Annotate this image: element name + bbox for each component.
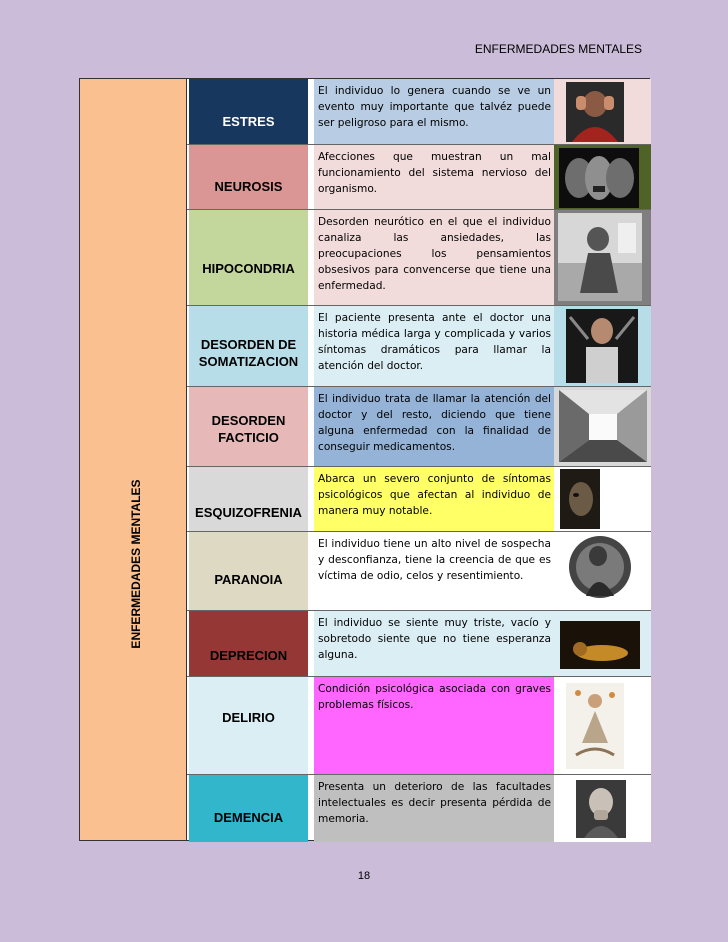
side-column [80, 79, 187, 840]
image-cell [554, 532, 651, 610]
disorder-description: El individuo tiene un alto nivel de sospecha y desconfianza, tiene la creencia de que es víctima de odio, celos y resentimiento. [314, 532, 554, 610]
disorder-name: PARANOIA [189, 532, 308, 610]
disorder-name: ESQUIZOFRENIA [189, 467, 308, 531]
disorder-description: El individuo trata de llamar la atención del doctor y del resto, diciendo que tiene alguna enfermedad con la finalidad de conseguir medicamentos. [314, 387, 554, 466]
disorder-name: DESORDEN FACTICIO [189, 387, 308, 466]
stressed-man-photo-icon [566, 82, 624, 142]
disorder-description: El individuo se siente muy triste, vacío y sobretodo siente que no tiene esperanza alguna. [314, 611, 554, 676]
table-row [187, 79, 651, 145]
image-cell [554, 677, 651, 774]
table-row [187, 210, 651, 306]
image-cell [554, 306, 651, 386]
table-row [187, 775, 651, 842]
disorder-name: NEUROSIS [189, 145, 308, 209]
image-cell [554, 387, 651, 466]
figure-drawing-icon [566, 683, 624, 769]
table-row [187, 677, 651, 775]
disorder-name: DESORDEN DE SOMATIZACION [189, 306, 308, 386]
disorders-table [79, 78, 650, 841]
old-man-photo-icon [576, 780, 626, 838]
table-row [187, 306, 651, 387]
disorder-description: Presenta un deterioro de las facultades intelectuales es decir presenta pérdida de memoria. [314, 775, 554, 842]
side-title: ENFERMEDADES MENTALES [129, 479, 143, 649]
disorder-description: Abarca un severo conjunto de síntomas psicológicos que afectan al individuo de manera muy notable. [314, 467, 554, 531]
table-row [187, 467, 651, 532]
patient-photo-icon [566, 309, 638, 383]
faces-photo-icon [559, 148, 639, 208]
image-cell [554, 145, 651, 209]
image-cell [554, 210, 651, 305]
disorder-description: Afecciones que muestran un mal funcionamiento del sistema nervioso del organismo. [314, 145, 554, 209]
disorder-name: DEPRECION [189, 611, 308, 676]
dark-face-photo-icon [560, 469, 600, 529]
table-row [187, 611, 651, 677]
table-row [187, 145, 651, 210]
sick-person-photo-icon [558, 213, 642, 301]
page-header: ENFERMEDADES MENTALES [474, 42, 642, 56]
page-number: 18 [357, 870, 371, 882]
woman-photo-icon [568, 534, 632, 600]
image-cell [554, 775, 651, 842]
table-row [187, 532, 651, 611]
image-cell [554, 79, 651, 144]
table-row [187, 387, 651, 467]
disorder-name: HIPOCONDRIA [189, 210, 308, 305]
disorder-name: DEMENCIA [189, 775, 308, 842]
disorder-description: Condición psicológica asociada con graves problemas físicos. [314, 677, 554, 774]
disorder-name: DELIRIO [189, 677, 308, 774]
image-cell [554, 467, 651, 531]
disorder-description: El individuo lo genera cuando se ve un evento muy importante que talvéz puede ser peligroso para el mismo. [314, 79, 554, 144]
disorder-description: Desorden neurótico en el que el individuo canaliza las ansiedades, las preocupaciones los pensamientos obsesivos para convencerse que tiene una enfermedad. [314, 210, 554, 305]
disorder-description: El paciente presenta ante el doctor una historia médica larga y complicada y varios síntomas dramáticos para llamar la atención del doctor. [314, 306, 554, 386]
image-cell [554, 611, 651, 676]
disorder-name: ESTRES [189, 79, 308, 144]
hallway-photo-icon [559, 390, 647, 462]
lying-person-photo-icon [560, 621, 640, 669]
